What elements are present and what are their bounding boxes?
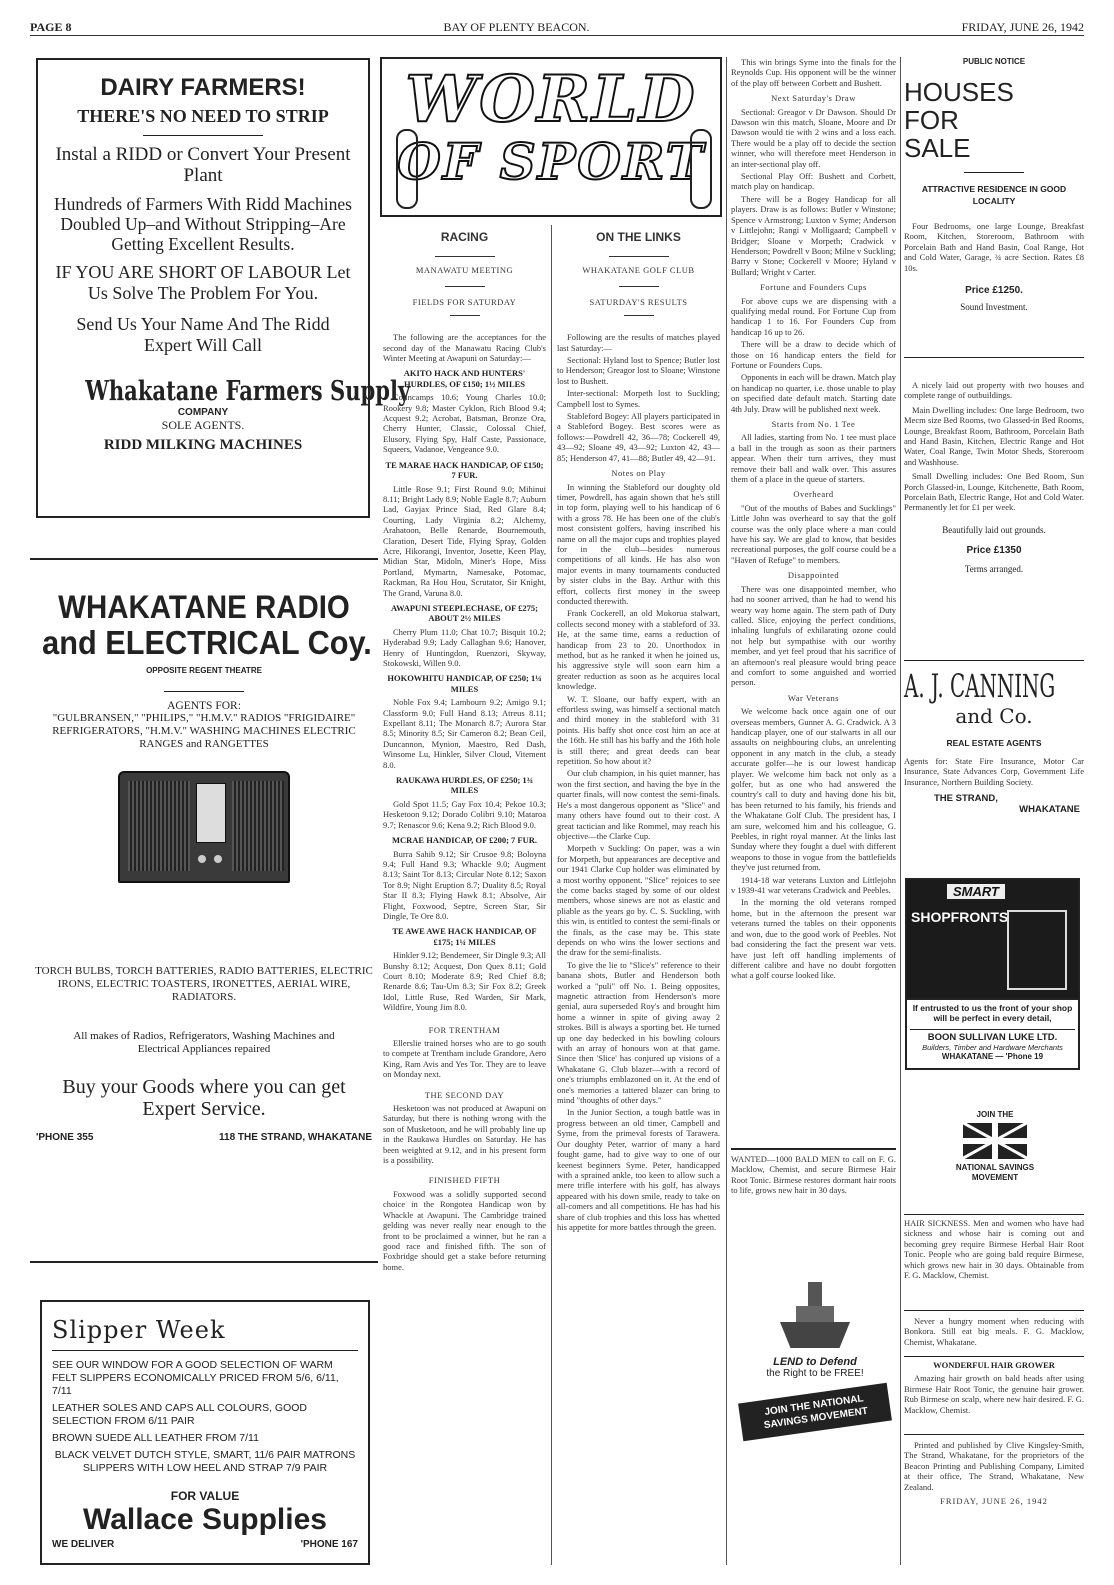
slipper-line4: BLACK VELVET DUTCH STYLE, SMART, 11/6 PAIR MATRONS SLIPPERS WITH LOW HEEL AND STRAP 7/9 PAIR <box>54 1449 356 1474</box>
radio-products: TORCH BULBS, TORCH BATTERIES, RADIO BATTERIES, ELECTRIC IRONS, ELECTRIC TOASTERS, IRONETTES, AERIAL WIRE, RADIATORS. <box>35 965 373 1003</box>
lend-to-defend-ad <box>740 1248 890 1566</box>
cups-2: There will be a draw to decide which of those on 16 handicap enters the field for Fortune or Founders Cups. <box>731 339 896 370</box>
slipper-deliver: WE DELIVER <box>52 1539 115 1550</box>
wos-line1: WORLD <box>405 62 697 137</box>
column-rule <box>726 57 727 1565</box>
notes-4: Our club champion, in his quiet manner, has won the first section, and having the bye in the quarter finals, will now contest the semi-finals. He's a most dangerous opponent as "Slice" and many others have found out to their cost. A great tactician and like Rommel, may reach his objective—the Clarke Cup. <box>557 768 720 841</box>
slipper-line2: LEATHER SOLES AND CAPS ALL COLOURS, GOOD SELECTION FROM 6/11 PAIR <box>52 1402 307 1427</box>
dairy-line2: Hundreds of Farmers With Ridd Machines Doubled Up–and Without Stripping–Are Getting Excellent Results. <box>54 194 352 254</box>
dairy-line1: Instal a RIDD or Convert Your Present Plant <box>55 144 351 186</box>
radio-address: 118 THE STRAND, WHAKATANE <box>219 1132 372 1143</box>
notes-2: Frank Cockerell, an old Mokorua stalwart, collects second money with a stableford of 33. He, at the same time, earns a reduction of handicap from 23 to 20. Unorthodox in method, but as he ranked it when he joined us, his aggressive style will soon earn him a greater reduction as soon as he acquires local knowledge. <box>557 608 720 692</box>
divider <box>904 1310 1084 1311</box>
golf-continued-column <box>731 57 896 1147</box>
divider <box>904 1214 1084 1215</box>
property-desc3: Main Dwelling includes: One large Bedroom, two Mecm size Bed Rooms, two Glassed-in Bed Rooms, Lounge, Breakfast Room, Bathroom, Porcelain Bath and Hand Basin, Kitchen, Electric Range and Hot Water, Coal Range, Twin Motor Sheds, Storeroom and Washhouse. <box>904 404 1084 467</box>
links-p3: Inter-sectional: Morpeth lost to Suckling; Campbell lost to Symes. <box>557 388 720 409</box>
trentham-text: Ellerslie trained horses who are to go south to compete at Trentham include Grandore, Aero King, Ram Avis and Yes Tor. They are to leave on Monday next. <box>383 1038 546 1080</box>
disappointed-1: There was one disappointed member, who had no sooner arrived, than he had to wend his weary way home again. The stern path of Duty called. Slice, enjoying the perfect conditions, inhaling lungfuls of exhilarating ozone could not help but sympathise with our worthy member, and yet feel proud that his sacrifice of an afternoon's real pleasure would bring peace and comfort to some anguished and worried person. <box>731 583 896 688</box>
shopfronts-text <box>905 1000 1080 1070</box>
column-rule <box>900 57 901 1565</box>
radio-buy: Buy your Goods where you can get Expert Service. <box>62 1076 346 1120</box>
lend-line1: LEND to Defend <box>773 1356 857 1368</box>
radio-phone: 'PHONE 355 <box>36 1132 94 1143</box>
notes-7: In the Junior Section, a tough battle was in progress between an old timer, Campbell and Syme, from the primeval forests of Tarawera. Our doughty Peter, warrior of many a hard fought game, had to give way to one of our keenest beginners Syme. Peter, handicapped with a sprained ankle, too keen to allow such a mere trifle interfere with his golf, has always appeared with his down smile, ready to take on all-comers and all competitions. He has had his share of club trophies and this loss has whetted his appetite for more battles through the green. <box>557 1107 720 1232</box>
divider <box>964 172 1024 173</box>
slipper-week-ad <box>40 1300 370 1565</box>
hair-grower-ad <box>904 1360 1084 1430</box>
divider <box>609 256 669 257</box>
notes-6: To give the lie to "Slice's" reference to their banana shots, Butler and Henderson both worked a "puli" off No. 1. Being opposites, magnetic attraction from Henderson's more genial, aura superseded Roy's and brought him home a winner in spite of giving away 2 strokes. Bill is always a sporting bet. He turned up one day bedecked in his bowling colours with an array of honours won at that game. Since then 'Slice' has conjured up visions of a Whakatane G. Club blazer—with a record of one's triumphs emblazoned on it. At the end of one's memories a tattered blazer can bring to mind "thoughts of other days." <box>557 959 720 1106</box>
ship-illustration <box>770 1268 860 1348</box>
runner-figure <box>690 129 712 209</box>
radio-agents: AGENTS FOR: <box>167 700 241 712</box>
houses-for-sale: HOUSES FOR SALE <box>904 77 1014 163</box>
trentham-heading: FOR TRENTHAM <box>428 1024 501 1035</box>
slipper-company: Wallace Supplies <box>83 1503 327 1536</box>
draw-3: There will be a Bogey Handicap for all players. Draw is as follows: Butler v Winstone; Spence v Armstrong; Luxton v Syme; Anderson v Littlejohn; Rangi v Molligaard; Campbell v Bridger; Sloane v Morpeth; Cradwick v Henderson; Powdrell v Boon; Milne v Suckling; Barry v Stone; Cockerell v Moore; Hyland v Bullard; Wright v Carter. <box>731 193 896 277</box>
divider <box>450 315 480 316</box>
notes-heading: Notes on Play <box>611 468 666 479</box>
canning-ad <box>904 668 1084 838</box>
veterans-2: 1914-18 war veterans Luxton and Littlejohn v 1939-41 war veterans Cradwick and Peebles. <box>731 874 896 896</box>
links-p2: Sectional: Hyland lost to Spence; Butler lost to Henderson; Greagor lost to Sloane; Winstone lost to Bushett. <box>557 355 720 386</box>
canning-co: and Co. <box>955 704 1033 728</box>
property-grounds: Beautifully laid out grounds. <box>942 524 1046 535</box>
notes-1: In winning the Stableford our doughty old timer, Powdrell, has again shown that he's still in top form, playing well to his handicap of 6 with a gross 78. He has been one of the club's most consistent golfers, having inscribed his name on all the major cups and trophies played for in the club—besides numerous competitions of all kinds. He has also won major events in many tournaments conducted by sister clubs in the Bay. Arthur with this effort, collects first money in the sweep conducted therewith. <box>557 481 720 606</box>
wos-line2: OF SPORT <box>397 132 705 191</box>
dairy-title: DAIRY FARMERS! <box>100 74 306 101</box>
overheard-heading: Overheard <box>793 489 834 500</box>
lend-line2: the Right to be FREE! <box>766 1368 864 1379</box>
divider <box>435 256 495 257</box>
divider <box>164 691 244 692</box>
awapuni-entries: Cherry Plum 11.0; Chat 10.7; Bisquit 10.2; Hyderabad 9.9; Lady Callaghan 9.6; Hanover, Henry of Huntingdon, Ruenzori, Skyway, Stokowski, Willen 9.0. <box>383 626 546 668</box>
union-jack-icon <box>963 1123 1027 1159</box>
national-savings-ad <box>920 1110 1070 1210</box>
issue-date: FRIDAY, JUNE 26, 1942 <box>961 20 1084 34</box>
radio-opposite: OPPOSITE REGENT THEATRE <box>146 666 262 675</box>
smart-sign: SMART <box>947 884 1005 899</box>
bonkora-text: Never a hungry moment when reducing with Bonkora. Still eat big meals. F. G. Macklow, Chemist, Whakatane. <box>904 1316 1084 1347</box>
real-estate: REAL ESTATE AGENTS <box>946 738 1042 748</box>
links-p1: Following are the results of matches played last Saturday:— <box>557 332 720 353</box>
slipper-line1: SEE OUR WINDOW FOR A GOOD SELECTION OF WARM FELT SLIPPERS ECONOMICALLY PRICED FROM 5/6, 6/11, 7/11 <box>52 1359 339 1397</box>
divider <box>904 1356 1084 1357</box>
divider <box>904 1434 1084 1435</box>
dairy-agents: SOLE AGENTS. <box>161 418 245 432</box>
draw-2: Sectional Play Off: Bushett and Corbett, match play on handicap. <box>731 171 896 192</box>
marae-entries: Little Rose 9.1; First Round 9.0; Mihinui 8.11; Bright Lady 8.9; Noble Eagle 8.7; Auburn Lad, Gayjax Prince Siad, Red Glare 8.4; Courting, Lady Virginia 8.2; Alchemy, Arahatoon, Belle Renarde, Bournemouth, Claration, Desert Tide, Flying Spray, Golden Acre, Hikorangi, Inventor, Josette, Keen Play, Midian Star, Midoln, Miner's Hope, Miss Portland, Mymartn, Namesake, Potomac, Rackman, Ra Hou Hou, Scrutator, Sir Knight, The Grand, Varuna 8.0. <box>383 483 546 598</box>
radio-title1: WHAKATANE RADIO <box>58 589 350 625</box>
racing-column <box>383 228 546 1568</box>
cups-3: Opponents in each will be drawn. Match play on handicap no quarter, i.e. those unable to play on specified date default match. Starting date 4th July. Draw will be published next week. <box>731 372 896 414</box>
dairy-subtitle: THERE'S NO NEED TO STRIP <box>77 106 329 126</box>
house1-sound: Sound Investment. <box>960 302 1028 313</box>
savings-join: JOIN THE <box>976 1110 1014 1119</box>
dairy-line4: Send Us Your Name And The Ridd Expert Will Call <box>76 314 330 355</box>
draw-1: Sectional: Greagor v Dr Dawson. Should Dr Dawson win this match, Sloane, Moore and Dr Dawson would tie with 2 wins and a loss each. There would be a play off to decide the section winner, who will therefore meet Henderson in an inter-sectional play off. <box>731 106 896 169</box>
raukawa-entries: Gold Spot 11.5; Gay Fox 10.4; Pekoe 10.3; Hesketoon 9.12; Dorado Colibri 9.10; Mataroa 9.7; Renascor 9.6; Kena 9.2; Rich Blood 9.0. <box>383 798 546 830</box>
fifth-text: Foxwood was a solidly supported second choice in the Rongotea Handicap won by Whackle at Awapuni. The Cambridge trained gelding was never really near enough to the front to be proclaimed a winner, but he ran a good race and finished fifth. The son of Foxbridge should get a stake before returning home. <box>383 1188 546 1272</box>
slipper-phone: 'PHONE 167 <box>300 1539 358 1550</box>
overheard-1: "Out of the mouths of Babes and Sucklings" Little John was overheard to say that the golf course was the only place where a man could have his say. We are glad to know, that besides recreational purposes, the golf course could be a "Haven of Refuge" to members. <box>731 502 896 565</box>
bald-men-ad <box>731 1148 896 1238</box>
fifth-heading: FINISHED FIFTH <box>428 1175 501 1186</box>
property-ad <box>904 380 1084 660</box>
shopfront-window <box>1007 910 1067 990</box>
second-day-heading: THE SECOND DAY <box>424 1089 505 1100</box>
hair-grower-heading: WONDERFUL HAIR GROWER <box>933 1360 1055 1370</box>
public-notice-title: PUBLIC NOTICE <box>962 57 1026 66</box>
dairy-line3: IF YOU ARE SHORT OF LABOUR Let Us Solve The Problem For You. <box>55 262 351 303</box>
mcrae-entries: Burra Sahib 9.12; Sir Crusoe 9.8; Boloyna 9.4; Full Hand 9.3; Whackle 9.0; Augment 8.13; Saint Tor 8.13; Circular Note 8.12; Saxon Tor 8.9; Night Eruption 8.7; Duality 8.5; Royal Star II 8.3; Flying Hawk 8.1; Absolve, Air Flight, Foxwood, Septre, Screen Star, Sir Dingle, Te Ore 8.0. <box>383 848 546 921</box>
savings-movement: NATIONAL SAVINGS MOVEMENT <box>955 1163 1035 1182</box>
racing-intro: The following are the acceptances for the second day of the Manawatu Racing Club's Winter Meeting at Awapuni on Saturday:— <box>383 332 546 364</box>
radio-repairs: All makes of Radios, Refrigerators, Washing Machines and Electrical Appliances repaired <box>73 1030 335 1055</box>
tee-heading: Starts from No. 1 Tee <box>771 419 856 429</box>
canning-name: A. J. CANNING <box>904 667 1056 705</box>
bonkora-ad <box>904 1316 1084 1356</box>
canning-agents: Agents for: State Fire Insurance, Motor Car Insurance, State Advances Corp, Government Life Insurance, Northern Building Society. <box>904 756 1084 787</box>
draw-heading: Next Saturday's Draw <box>771 93 856 104</box>
hair-sickness-text: HAIR SICKNESS. Men and women who have had sickness and whose hair is coming out and becoming grey require Birmese Herbal Hair Root Tonic. People who are going bald require Birmese, which grows new hair in 30 days. Obtainable from F. G. Macklow, Chemist. <box>904 1218 1084 1281</box>
slipper-title: Slipper Week <box>52 1308 358 1351</box>
rugby-player-figure <box>396 129 418 209</box>
shopfronts-title: SHOPFRONTS <box>911 909 1009 925</box>
bsl-phone: WHAKATANE — 'Phone 19 <box>941 1052 1044 1061</box>
radio-set-image <box>118 771 290 883</box>
links-heading: ON THE LINKS <box>596 230 681 244</box>
divider <box>904 357 1084 358</box>
hoko-entries: Noble Fox 9.4; Lambourn 9.2; Amigo 9.1; Classform 9.0; Full Hand 8.13; Atreus 8.11; Expellant 8.11; The Monarch 8.7; Aurora Star 8.5; Minority 8.5; Sir Cameron 8.2; Bean Ceil, Duncannon, Mynion, Maestro, Red Dash, Winsome Lu, Hinkler, Silver Cloud, Vitement 8.0. <box>383 697 546 770</box>
dairy-company-sub: COMPANY <box>177 407 229 418</box>
canning-strand: THE STRAND, <box>934 793 998 805</box>
entrusted-text: If entrusted to us the front of your shop will be perfect in every detail, <box>912 1003 1073 1023</box>
veterans-3: In the morning the old veterans romped home, but in the afternoon the present war veterans turned the tables on their opponents and won, due to the good work of Peebles. Not bad considering the fact the present war vets. have just left off handling implements of different calibre and have no doubt forgotten what a golf course looked like. <box>731 897 896 981</box>
col4-intro: This win brings Syme into the finals for the Reynolds Cup. His opponent will be the winner of the play off between Corbett and Bushett. <box>731 57 896 88</box>
imprint-text: Printed and published by Clive Kingsley-Smith, The Strand, Whakatane, for the proprietors of the Beacon Printing and Publishing Company, Limited at their office, The Strand, Whakatane, New Zealand. <box>904 1440 1084 1492</box>
veterans-heading: War Veterans <box>787 692 840 703</box>
world-of-sport-banner <box>380 57 722 217</box>
bald-text: WANTED—1000 BALD MEN to call on F. G. Macklow, Chemist, and secure Birmese Hair Root Tonic. Birmese restores dormant hair roots to life, grows new hair in 30 days. <box>731 1154 896 1196</box>
footer-date: FRIDAY, JUNE 26, 1942 <box>940 1496 1048 1507</box>
column-rule <box>551 225 552 1565</box>
canning-whakatane: WHAKATANE <box>1019 804 1080 816</box>
property-price2: Price £1350 <box>966 544 1022 556</box>
paper-name: BAY OF PLENTY BEACON. <box>443 20 590 34</box>
disappointed-heading: Disappointed <box>787 570 840 581</box>
property-desc2: A nicely laid out property with two houses and complete range of outbuildings. <box>904 380 1084 401</box>
dairy-farmers-ad <box>36 58 411 518</box>
radio-agents-list: "GULBRANSEN," "PHILIPS," "H.M.V." RADIOS "FRIGIDAIRE" REFRIGERATORS, "H.M.V." WASHING MACHINES ELECTRIC RANGES and RANGETTES <box>52 712 356 750</box>
slipper-line3: BROWN SUEDE ALL LEATHER FROM 7/11 <box>52 1432 259 1444</box>
links-club: WHAKATANE GOLF CLUB <box>582 265 695 276</box>
divider <box>143 135 263 136</box>
racing-heading: RACING <box>440 230 489 244</box>
links-column <box>557 228 720 1568</box>
slipper-value: FOR VALUE <box>170 1489 240 1503</box>
links-p4: Stableford Bogey: All players participated in a Stableford Bogey. Best scores were as follows:—Powdrell 42, 36—78; Cockerell 49, 43—92; Sloane 49, 43—92; Luxton 42, 43—85; Henderson 47, 41—88; Butler 49, 42—91. <box>557 411 720 463</box>
divider <box>445 286 485 287</box>
dairy-machines: RIDD MILKING MACHINES <box>103 437 303 453</box>
marae-heading: TE MARAE HACK HANDICAP, OF £150; 7 FUR. <box>385 459 544 481</box>
divider <box>904 660 1084 661</box>
imprint <box>904 1440 1084 1550</box>
property-terms: Terms arranged. <box>964 563 1024 574</box>
akito-entries: Colincamps 10.6; Young Charles 10.0; Rookery 9.8; Master Cyklon, Rich Blood 9.4; Acquest 9.2; Acrobat, Batsman, Bronze Ora, Cherry Hunter, Classic, Colossal Chief, Elusory, Flying Spy, Half Caste, Passionace, Squeers, Vadanoe, Vengeance 9.0. <box>383 392 546 455</box>
notes-3: W. T. Sloane, our baffy expert, with an effortless swing, was himself a sectional match and third money in the stableford with 31 points. His baffy shot once cost him an ace at the 16th. He still has his baffy and the 16th hole is still there; and great deeds can bear repetition. So how about it? <box>557 693 720 767</box>
attractive-residence: ATTRACTIVE RESIDENCE IN GOOD LOCALITY <box>921 184 1067 206</box>
savings-banner: JOIN THE NATIONAL SAVINGS MOVEMENT <box>738 1383 892 1442</box>
veterans-1: We welcome back once again one of our overseas members, Gunner A. G. Cradwick. A 3 handicap player, one of our stalwarts in all our assaults on neighbouring clubs, an unrelenting opponent in any match in the club, a steady accurate golfer—he is our lowest handicap player. We welcome him back not only as a golfer, but as one who had answered the country's call to duty and having done his bit, has been returned to his family, his friends and the Whakatane Golf Club. The president has, I am sure, welcomed him and his colleague, G. Peebles, in right royal manner. At the links last Sunday where they fought a duel with different weapons to those in vogue from the battlefields they've just returned from. <box>731 706 896 873</box>
second-day-text: Hesketoon was not produced at Awapuni on Saturday, but there is nothing wrong with the son of Musketoon, and he will probably line up in the Raukawa Hurdles on Saturday. He has been weighted at 9.12, and in his present form is a possibility. <box>383 1103 546 1166</box>
cups-1: For above cups we are dispensing with a qualifying medal round. For Fortune Cup from handicap 1 to 16. For Founders Cup from handicap 16 up to 26. <box>731 295 896 337</box>
bsl-builders: Builders, Timber and Hardware Merchants <box>922 1043 1063 1052</box>
tee-1: All ladies, starting from No. 1 tee must place a ball in the trough as soon as their partners appear. When their turn arrives, they must remove their ball and walk over. This assures them of a place in the queue of starters. <box>731 432 896 485</box>
awe-heading: TE AWE AWE HACK HANDICAP, OF £175; 1¼ MILES <box>392 926 537 947</box>
awapuni-heading: AWAPUNI STEEPLECHASE, OF £275; ABOUT 2½ MILES <box>390 602 539 624</box>
public-notice <box>904 57 1084 357</box>
shopfronts-ad <box>905 878 1080 1000</box>
cups-heading: Fortune and Founders Cups <box>760 282 867 293</box>
radio-electrical-ad <box>30 558 378 1263</box>
notes-5: Morpeth v Suckling: On paper, was a win for Morpeth, but appearances are deceptive and our 1941 Clarke Cup holder was eliminated by a most worthy opponent. "Slice" rejoices to see the come backs staged by some of our oldest members, whose sinews are not as elastic and pliable as the years go by. C. S. Suckling, with this win, is entitled to contest the semi-finals or the finals, as the case may be. This state depends on who wins the lower sections and the draw for the semi-finalists. <box>557 843 720 958</box>
akito-heading: AKITO HACK AND HUNTERS' HURDLES, OF £150; 1½ MILES <box>403 368 526 389</box>
links-results: SATURDAY'S RESULTS <box>589 296 688 307</box>
racing-meeting: MANAWATU MEETING <box>415 265 514 276</box>
hair-sickness-ad <box>904 1218 1084 1318</box>
page-header <box>30 20 1084 36</box>
raukawa-heading: RAUKAWA HURDLES, OF £250; 1¾ MILES <box>395 775 534 796</box>
house1-price: Price £1250. <box>965 285 1023 297</box>
dairy-company: Whakatane Farmers Supply <box>85 376 411 407</box>
divider <box>619 286 659 287</box>
racing-fields: FIELDS FOR SATURDAY <box>412 296 517 307</box>
page-number: PAGE 8 <box>30 20 72 34</box>
radio-title2: and ELECTRICAL Coy. <box>42 624 372 661</box>
awe-entries: Hinkler 9.12; Bendemeer, Sir Dingle 9.3; All Bunshy 8.12; Acquest, Don Quex 8.11; Gold Court 8.10; Moderate 8.9; Red Chief 8.8; Renarde 8.6; Tau-Um 8.3; Sir Fox 8.2; Greek Idol, Little Ruse, Red Warden, Sir Mark, Wildfire, Young Jim 8.0. <box>383 950 546 1013</box>
house1-desc: Four Bedrooms, one large Lounge, Breakfast Room, Kitchen, Storeroom, Bathroom with Porcelain Bath and Hand Basin, Coal Range, Hot and Cold Water, Garage, ¾ acre Section. Rates £8 10s. <box>904 221 1084 273</box>
bsl-company: BOON SULLIVAN LUKE LTD. <box>910 1029 1075 1043</box>
property-desc4: Small Dwelling includes: One Bed Room, Sun Porch Glassed-in, Lounge, Kitchenette, Bath Room, Porcelain Bath, Electric Range, Hot and Cold Water. Permanently let for £1 per week. <box>904 471 1084 513</box>
mcrae-heading: MCRAE HANDICAP, OF £200; 7 FUR. <box>391 835 538 846</box>
hoko-heading: HOKOWHITU HANDICAP, OF £250; 1¼ MILES <box>387 673 542 694</box>
hair-grower-text: Amazing hair growth on bald heads after using Birmese Hair Root Tonic, the genuine hair grower. Rub Birmese on scalp, where new hair desired. F. G. Macklow, Chemist. <box>904 1373 1084 1415</box>
divider <box>624 315 654 316</box>
